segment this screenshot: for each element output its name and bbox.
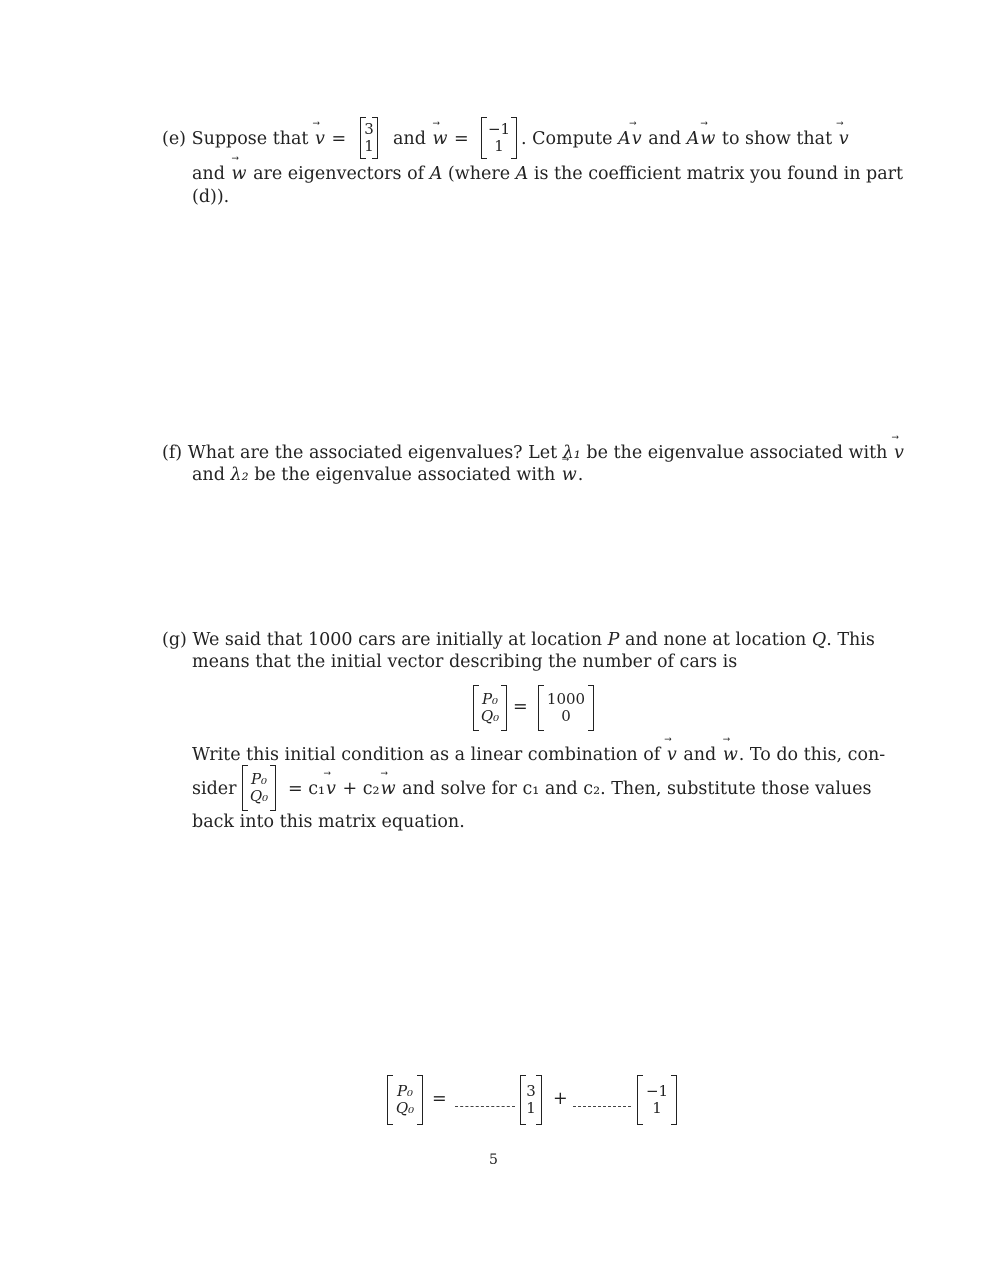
part-g-line5: back into this matrix equation.: [192, 812, 465, 832]
part-f-label: (f): [162, 443, 183, 463]
part-e-text: Suppose that: [191, 129, 309, 149]
v-vector: 3 1: [360, 117, 378, 159]
c1-blank[interactable]: [455, 1106, 515, 1107]
part-g-label: (g): [162, 630, 187, 650]
v-vector-bottom: 3 1: [520, 1075, 542, 1125]
pq-vector-display: P₀ Q₀: [473, 685, 507, 731]
c2-blank[interactable]: [573, 1106, 631, 1107]
pq-vector-inline: P₀ Q₀: [242, 765, 276, 811]
part-g-line2: means that the initial vector describing the number of cars is: [192, 652, 738, 672]
initial-vector: 1000 0: [538, 685, 594, 731]
part-e-line3: (d)).: [192, 187, 230, 207]
part-e-label: (e): [162, 129, 187, 149]
pq-vector-bottom: P₀ Q₀: [387, 1075, 423, 1125]
w-vector: −1 1: [481, 117, 517, 159]
w-vector-bottom: −1 1: [637, 1075, 677, 1125]
page-number: 5: [489, 1152, 498, 1168]
